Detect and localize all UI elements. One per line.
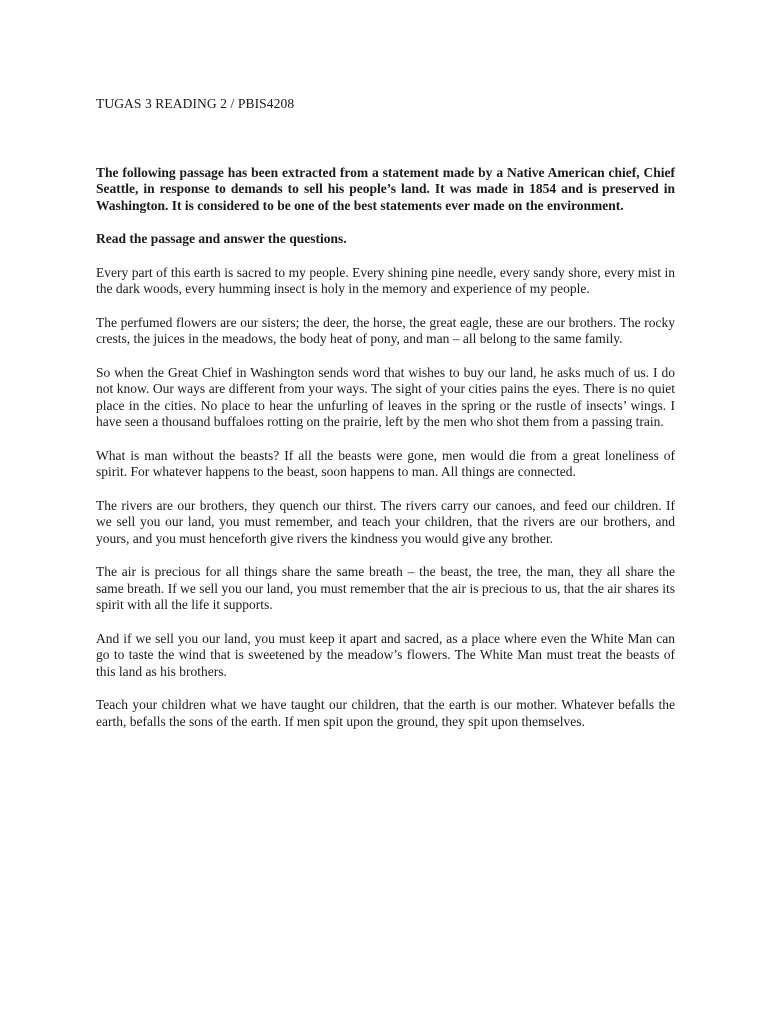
passage-paragraph-6: The air is precious for all things share the same breath – the beast, the tree, the man, they all share the same breath. If we sell you our land, you must remember that the air is precious to us, that the air shares its spirit with all the life it supports. (96, 564, 675, 612)
intro-paragraph: The following passage has been extracted from a statement made by a Native American chief, Chief Seattle, in response to demands to sell his people’s land. It was made in 1854 and is preserved in Washington. It is considered to be one of the best statements ever made on the environment. (96, 164, 675, 213)
passage-paragraph-8: Teach your children what we have taught our children, that the earth is our mother. Whatever befalls the earth, befalls the sons of the earth. If men spit upon the ground, they spit upon themselves. (96, 697, 675, 729)
passage-paragraph-5: The rivers are our brothers, they quench our thirst. The rivers carry our canoes, and feed our children. If we sell you our land, you must remember, and teach your children, that the rivers are our brothers, and yours, and you must henceforth give rivers the kindness you would give any brother. (96, 497, 675, 546)
instruction-text: Read the passage and answer the questions. (96, 231, 347, 246)
passage-paragraph-1: Every part of this earth is sacred to my people. Every shining pine needle, every sandy shore, every mist in the dark woods, every humming insect is holy in the memory and experience of my people. (96, 264, 675, 296)
passage-paragraph-7: And if we sell you our land, you must keep it apart and sacred, as a place where even the White Man can go to taste the wind that is sweetened by the meadow’s flowers. The White Man must treat the beasts of this land as his brothers. (96, 630, 675, 679)
passage-paragraph-3: So when the Great Chief in Washington sends word that wishes to buy our land, he asks much of us. I do not know. Our ways are different from your ways. The sight of your cities pains the eyes. There is no quiet place in the cities. No place to hear the unfurling of leaves in the spring or the rustle of insects’ wings. I have seen a thousand buffaloes rotting on the prairie, left by the men who shot them from a passing train. (96, 364, 675, 429)
document-header: TUGAS 3 READING 2 / PBIS4208 (96, 96, 295, 111)
passage-paragraph-4: What is man without the beasts? If all the beasts were gone, men would die from a great loneliness of spirit. For whatever happens to the beast, soon happens to man. All things are connected. (96, 447, 675, 479)
document-page (96, 96, 675, 747)
passage-paragraph-2: The perfumed flowers are our sisters; the deer, the horse, the great eagle, these are our brothers. The rocky crests, the juices in the meadows, the body heat of pony, and man – all belong to the same family. (96, 314, 675, 346)
